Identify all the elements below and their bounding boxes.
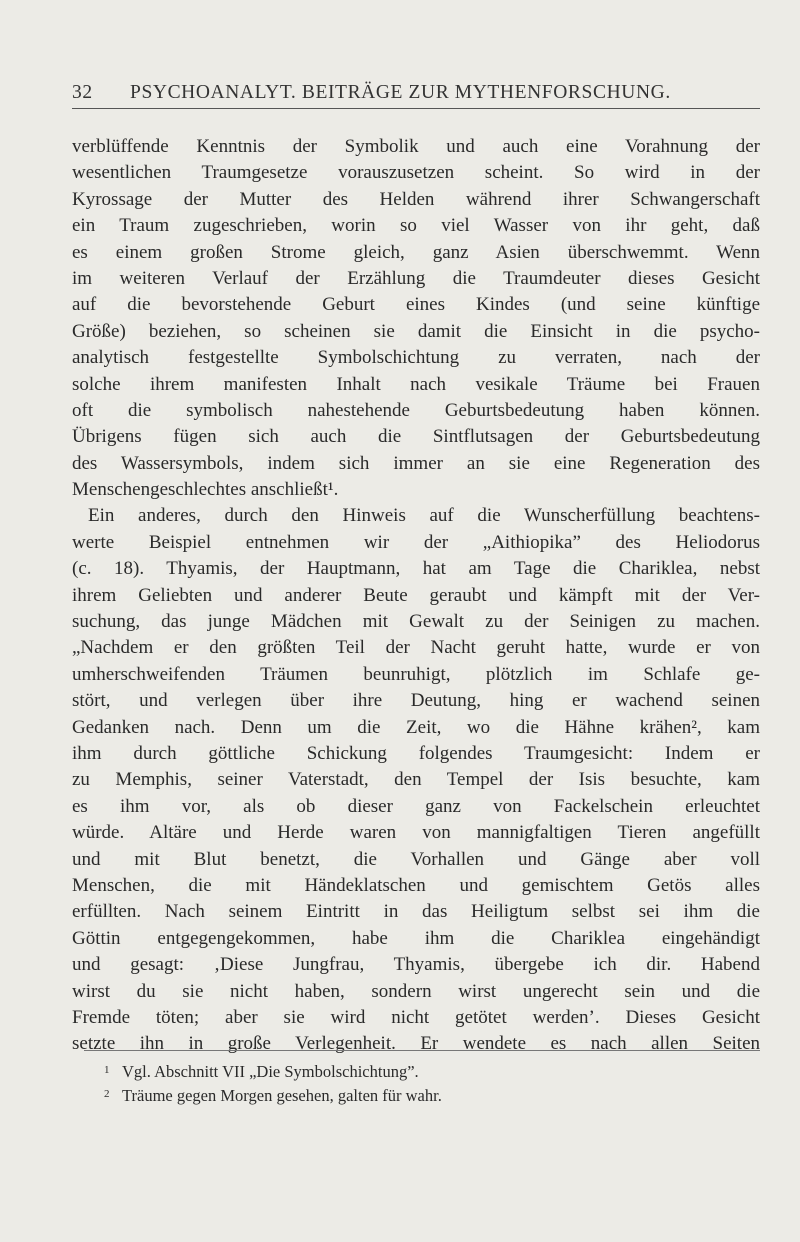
footnote-text: Vgl. Abschnitt VII „Die Symbolschichtung”. <box>122 1062 419 1081</box>
text-line: es ihm vor, als ob dieser ganz von Fackelschein erleuchtet <box>72 795 760 817</box>
page-number: 32 <box>72 82 93 103</box>
text-line: „Nachdem er den größten Teil der Nacht geruht hatte, wurde er von <box>72 637 760 659</box>
running-title: PSYCHOANALYT. BEITRÄGE ZUR MYTHENFORSCHUNG. <box>130 82 671 103</box>
text-line: des Wassersymbols, indem sich immer an sie eine Regeneration des <box>72 452 760 474</box>
text-line: oft die symbolisch nahestehende Geburtsbedeutung haben können. <box>72 399 760 421</box>
text-line: erfüllten. Nach seinem Eintritt in das Heiligtum selbst sei ihm die <box>72 901 760 923</box>
text-line: und mit Blut benetzt, die Vorhallen und Gänge aber voll <box>72 848 760 870</box>
body-text <box>72 134 760 1058</box>
text-line: Übrigens fügen sich auch die Sintflutsagen der Geburtsbedeutung <box>72 426 760 448</box>
text-line: Menschengeschlechtes anschließt¹. <box>72 479 339 501</box>
text-line: wirst du sie nicht haben, sondern wirst ungerecht sein und die <box>72 980 760 1002</box>
text-line: Fremde töten; aber sie wird nicht getötet werden’. Dieses Gesicht <box>72 1006 760 1028</box>
text-line: würde. Altäre und Herde waren von mannigfaltigen Tieren angefüllt <box>72 822 760 844</box>
footnote <box>104 1082 744 1106</box>
text-line: ein Traum zugeschrieben, worin so viel Wasser von ihr geht, daß <box>72 215 760 237</box>
text-line: Menschen, die mit Händeklatschen und gemischtem Getös alles <box>72 874 760 896</box>
footnote <box>104 1058 744 1082</box>
text-line: suchung, das junge Mädchen mit Gewalt zu der Seinigen zu machen. <box>72 611 760 633</box>
text-line: setzte ihn in große Verlegenheit. Er wendete es nach allen Seiten <box>72 1033 760 1055</box>
text-line: im weiteren Verlauf der Erzählung die Traumdeuter dieses Gesicht <box>72 267 760 289</box>
text-line: werte Beispiel entnehmen wir der „Aithiopika” des Heliodorus <box>72 531 760 553</box>
text-line: und gesagt: ‚Diese Jungfrau, Thyamis, übergebe ich dir. Habend <box>72 954 760 976</box>
running-header <box>72 82 760 104</box>
text-line: umherschweifenden Träumen beunruhigt, plötzlich im Schlafe ge- <box>72 663 760 685</box>
footnotes <box>104 1058 744 1106</box>
text-line: Gedanken nach. Denn um die Zeit, wo die Hähne krähen², kam <box>72 716 760 738</box>
footnote-mark: 1 <box>104 1064 110 1076</box>
text-line: Göttin entgegengekommen, habe ihm die Chariklea eingehändigt <box>72 927 760 949</box>
footnote-mark: 2 <box>104 1088 110 1100</box>
text-line: Ein anderes, durch den Hinweis auf die Wunscherfüllung beachtens- <box>88 505 760 527</box>
text-line: ihm durch göttliche Schickung folgendes Traumgesicht: Indem er <box>72 742 760 764</box>
text-line: analytisch festgestellte Symbolschichtung zu verraten, nach der <box>72 347 760 369</box>
footnote-text: Träume gegen Morgen gesehen, galten für wahr. <box>122 1086 442 1105</box>
text-line: (c. 18). Thyamis, der Hauptmann, hat am Tage die Chariklea, nebst <box>72 558 760 580</box>
text-line: stört, und verlegen über ihre Deutung, hing er wachend seinen <box>72 690 760 712</box>
header-rule <box>72 108 760 109</box>
text-line: verblüffende Kenntnis der Symbolik und auch eine Vorahnung der <box>72 136 760 157</box>
text-line: auf die bevorstehende Geburt eines Kindes (und seine künftige <box>72 294 760 316</box>
text-line: Größe) beziehen, so scheinen sie damit die Einsicht in die psycho- <box>72 320 760 342</box>
text-line: ihrem Geliebten und anderer Beute geraubt und kämpft mit der Ver- <box>72 584 760 606</box>
text-line: Kyrossage der Mutter des Helden während ihrer Schwangerschaft <box>72 188 760 210</box>
text-line: es einem großen Strome gleich, ganz Asien überschwemmt. Wenn <box>72 241 760 263</box>
text-line: wesentlichen Traumgesetze vorauszusetzen scheint. So wird in der <box>72 162 760 184</box>
footnote-rule <box>84 1050 760 1051</box>
text-line: solche ihrem manifesten Inhalt nach vesikale Träume bei Frauen <box>72 373 760 395</box>
text-line: zu Memphis, seiner Vaterstadt, den Tempel der Isis besuchte, kam <box>72 769 760 791</box>
